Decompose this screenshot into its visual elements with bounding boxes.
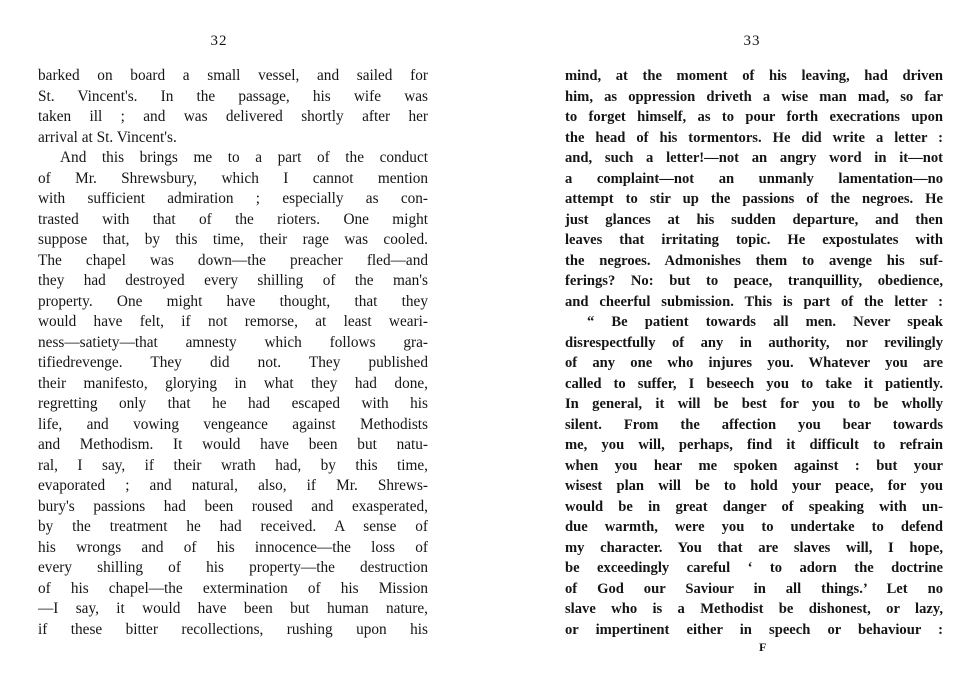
text-line: bury's passions had been roused and exasperated, <box>38 497 428 515</box>
text-line: me, you will, perhaps, find it difficult to refrain <box>565 437 943 453</box>
text-line: tifiedrevenge. They did not. They published <box>38 354 428 371</box>
text-line: of his chapel—the extermination of his Mission <box>38 579 428 597</box>
text-line: silent. From the affection you bear towards <box>565 416 943 433</box>
text-line: leaves that irritating topic. He expostulates with <box>565 232 943 248</box>
text-line: by the treatment he had received. A sense of <box>38 518 428 535</box>
text-line: due warmth, were you to undertake to defend <box>565 519 943 535</box>
left-page-number: 32 <box>210 33 228 49</box>
text-line: St. Vincent's. In the passage, his wife was <box>38 87 428 105</box>
text-line: —I say, it would have been but human nature, <box>38 600 428 617</box>
text-line: his wrongs and of his innocence—the loss of <box>38 538 428 556</box>
text-line: ral, I say, if their wrath had, by this time, <box>38 456 428 474</box>
text-line: their manifesto, glorying in what they had done, <box>38 374 428 392</box>
text-line: In general, it will be best for you to be wholly <box>565 396 943 412</box>
text-line: of any one who injures you. Whatever you are <box>565 355 943 371</box>
left-page <box>38 0 428 693</box>
text-line: when you hear me spoken against : but your <box>565 457 943 474</box>
text-line: or impertinent either in speech or behaviour : <box>565 621 943 638</box>
text-line: my character. You that are slaves will, I hope, <box>565 539 943 556</box>
text-line: of Mr. Shrewsbury, which I cannot mention <box>38 169 428 187</box>
text-line: attempt to stir up the passions of the negroes. He <box>565 191 943 207</box>
text-line: slave who is a Methodist be dishonest, or lazy, <box>565 601 943 617</box>
right-page-text <box>565 66 943 640</box>
left-page-text <box>38 66 428 640</box>
text-line: evaporated ; and natural, also, if Mr. Shrews- <box>38 477 428 494</box>
text-line: called to suffer, I beseech you to take it patiently. <box>565 375 943 392</box>
text-line: arrival at St. Vincent's. <box>38 128 177 146</box>
text-line: just glances at his sudden departure, and then <box>565 211 943 228</box>
right-page <box>565 0 943 693</box>
text-line: wisest plan will be to hold your peace, for you <box>565 478 943 494</box>
text-line: and, such a letter!—not an angry word in it—not <box>565 150 943 166</box>
text-line: of God our Saviour in all things.’ Let no <box>565 580 943 597</box>
text-line: trasted with that of the rioters. One might <box>38 210 428 228</box>
text-line: property. One might have thought, that they <box>38 292 428 310</box>
text-line: taken ill ; and was delivered shortly after her <box>38 108 428 125</box>
text-line: would be in great danger of speaking with un- <box>565 498 943 515</box>
text-line: the head of his tormentors. He did write a letter : <box>565 129 943 146</box>
text-line: with sufficient admiration ; especially as con- <box>38 190 428 207</box>
signature-mark: F <box>759 640 767 654</box>
text-line: And this brings me to a part of the conduct <box>60 149 428 166</box>
text-line: be exceedingly careful ‘ to adorn the doctrine <box>565 560 943 576</box>
text-line: mind, at the moment of his leaving, had driven <box>565 68 943 84</box>
text-line: ferings? No: but to peace, tranquillity, obedience, <box>565 273 943 289</box>
right-page-number: 33 <box>743 33 761 49</box>
text-line: “ Be patient towards all men. Never speak <box>587 314 943 330</box>
text-line: every shilling of his property—the destruction <box>38 559 428 576</box>
text-line: and cheerful submission. This is part of the letter : <box>565 293 943 310</box>
text-line: regretting only that he had escaped with his <box>38 395 428 412</box>
text-line: suppose that, by this time, their rage was cooled. <box>38 231 428 248</box>
text-line: and Methodism. It would have been but natu- <box>38 436 428 453</box>
text-line: to forget himself, as to pour forth execrations upon <box>565 109 943 125</box>
text-line: they had destroyed every shilling of the man's <box>38 272 428 289</box>
text-line: if these bitter recollections, rushing upon his <box>38 620 428 638</box>
text-line: the negroes. Admonishes them to avenge his suf- <box>565 252 943 269</box>
text-line: The chapel was down—the preacher fled—and <box>38 251 428 269</box>
text-line: disrespectfully of any in authority, nor revilingly <box>565 334 943 351</box>
text-line: barked on board a small vessel, and sailed for <box>38 67 428 84</box>
text-line: a complaint—not an unmanly lamentation—no <box>565 170 943 187</box>
text-line: would have felt, if not remorse, at least weari- <box>38 313 428 330</box>
text-line: ness—satiety—that amnesty which follows gra- <box>38 333 428 351</box>
text-line: him, as oppression driveth a wise man mad, so far <box>565 88 943 105</box>
text-line: life, and vowing vengeance against Methodists <box>38 415 428 433</box>
